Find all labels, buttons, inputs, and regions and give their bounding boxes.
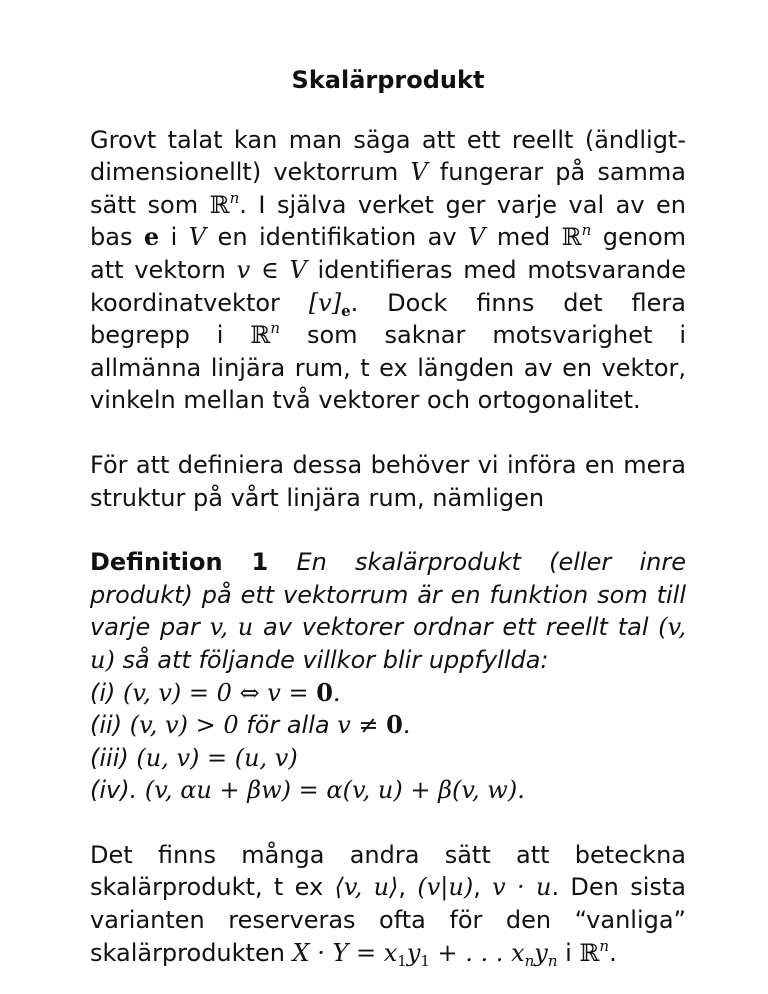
math-R: ℝ — [579, 938, 600, 967]
math-formula: X · Y = x — [292, 938, 398, 967]
text: fungerar på samma sätt som — [90, 158, 686, 219]
math-sub: 1 — [397, 951, 407, 970]
math-n: n — [270, 319, 281, 338]
text: . Den sista varianten reserveras ofta för den “vanliga” skalärprodukten — [90, 873, 687, 967]
text: genom att vektorn — [90, 223, 687, 284]
text: i — [159, 223, 189, 252]
math-angle-bracket: ⟨v, u⟩ — [334, 873, 399, 902]
math-V: V — [468, 223, 486, 252]
item-label: (iv). — [90, 776, 145, 805]
text: . Dock finns det flera begrepp i — [90, 288, 687, 350]
math-V: V — [188, 223, 207, 252]
text: som saknar motsvarighet i allmänna linjära rum, t ex längden av en vektor, vinkeln mellan två vektorer och ortogonalitet. — [90, 321, 687, 415]
page-title: Skalärprodukt — [291, 66, 485, 94]
math-bar: (v|u) — [417, 873, 474, 902]
definition-label: Definition 1 — [90, 548, 269, 577]
item-label: (iii) — [90, 743, 137, 772]
item-math: (v, αu + βw) = α(v, u) + β(v, w). — [144, 776, 525, 805]
item-math: (v, v) = 0 ⇔ v = — [123, 678, 317, 707]
math-n: n — [581, 221, 592, 240]
item-math: (u, v) = (u, v) — [136, 743, 298, 772]
math-formula: + . . . x — [429, 938, 525, 967]
definition-item-3 — [90, 742, 686, 775]
math-n: n — [229, 188, 240, 207]
text: Grovt talat kan man säga att ett reellt (ändligt-dimensionellt) vektorrum — [90, 125, 686, 187]
definition-item-2 — [90, 709, 686, 742]
text: i — [557, 938, 580, 967]
text: med — [485, 223, 562, 252]
text: av vektorer ordnar ett reellt tal — [253, 613, 659, 642]
item-label: (i) — [90, 678, 124, 707]
notation-paragraph — [90, 839, 686, 969]
spacer — [90, 807, 686, 839]
math-vu: v, u — [209, 613, 254, 642]
text: så att följande villkor blir uppfyllda: — [114, 645, 549, 674]
spacer — [90, 417, 686, 449]
item-tail: . — [402, 711, 411, 740]
item-label: (ii) — [90, 711, 130, 740]
text: , — [398, 873, 418, 902]
text: Det finns många andra sätt att beteckna skalärprodukt, t ex — [90, 840, 686, 902]
text: En skalärprodukt (eller inre produkt) på ett vektorrum är en funktion som till varje par — [90, 548, 686, 642]
zero-vector: 0 — [386, 710, 403, 740]
math-dot: v · u — [492, 873, 552, 902]
spacer — [90, 514, 686, 546]
math-formula: y — [406, 938, 421, 967]
text: identifieras med motsvarande koordinatvektor — [90, 255, 687, 317]
text: . — [609, 938, 617, 967]
intro-paragraph — [90, 124, 686, 417]
item-tail: . — [332, 678, 341, 707]
text: , — [473, 873, 493, 902]
text: . I själva verket ger varje val av en bas — [90, 190, 687, 252]
math-coord: [v] — [308, 288, 342, 317]
math-R: ℝ — [209, 190, 230, 219]
math-sub: n — [524, 951, 535, 970]
math-e-sub: e — [341, 301, 351, 320]
math-pair: (v, u) — [90, 613, 686, 674]
item-math: (v, v) > 0 — [129, 711, 239, 740]
item-math: v ≠ — [337, 711, 387, 740]
math-R: ℝ — [250, 321, 271, 350]
definition-item-4 — [90, 774, 686, 807]
item-text: för alla — [238, 711, 338, 740]
math-sub: n — [547, 951, 558, 970]
math-R: ℝ — [561, 223, 582, 252]
math-sub: 1 — [420, 951, 430, 970]
document-page — [90, 64, 686, 969]
math-V: V — [410, 158, 428, 187]
text: en identifikation av — [206, 223, 469, 252]
motivation-paragraph: För att definiera dessa behöver vi införa en mera struktur på vårt linjära rum, nämligen — [90, 450, 686, 512]
zero-vector: 0 — [316, 677, 333, 707]
definition-block — [90, 546, 686, 676]
definition-item-1 — [90, 677, 686, 710]
math-e: e — [143, 222, 160, 252]
math-v-in-V: v ∈ V — [236, 255, 307, 284]
math-formula: y — [534, 938, 548, 967]
math-n: n — [599, 936, 610, 955]
